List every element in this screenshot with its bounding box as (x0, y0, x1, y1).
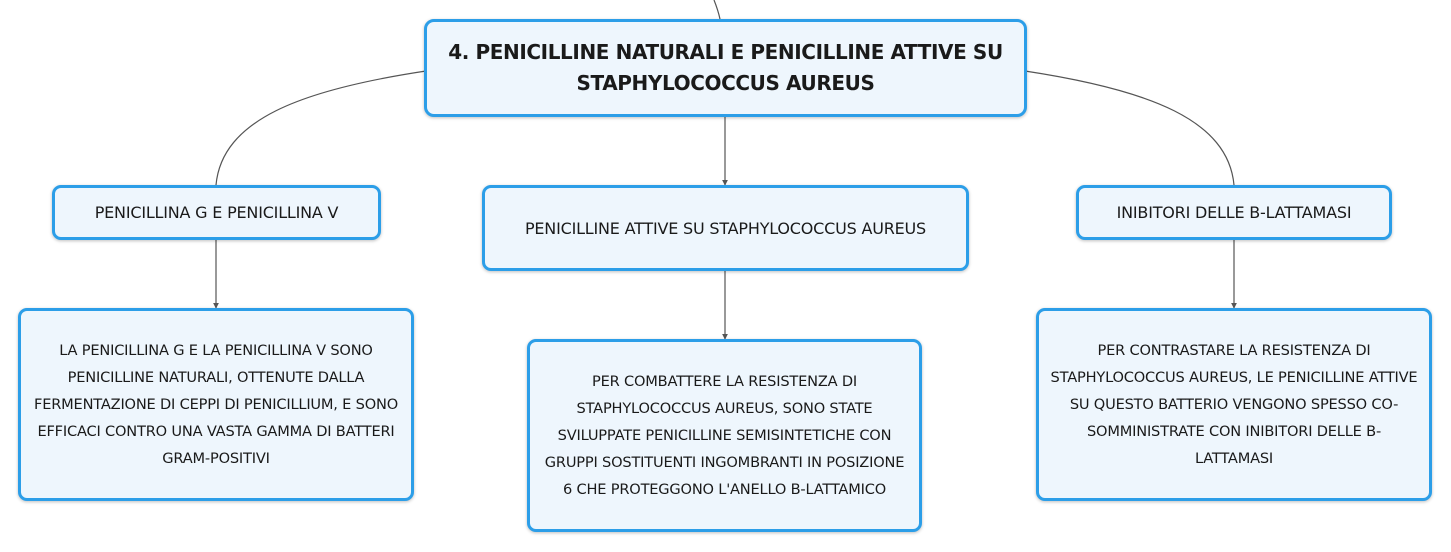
detail-text: PER CONTRASTARE LA RESISTENZA DI STAPHYLOCOCCUS AUREUS, LE PENICILLINE ATTIVE SU QUESTO BATTERIO VENGONO SPESSO CO-SOMMINISTRATE CON INIBITORI DELLE B-LATTAMASI (1050, 342, 1418, 467)
topic-label: PENICILLINA G E PENICILLINA V (94, 203, 339, 222)
detail-node-penicillina-g-v[interactable] (18, 308, 414, 501)
topic-label: PENICILLINE ATTIVE SU STAPHYLOCOCCUS AUREUS (524, 218, 927, 238)
root-topic-node[interactable] (424, 19, 1027, 117)
detail-node-inibitori[interactable] (1036, 308, 1432, 501)
root-topic-title: 4. PENICILLINE NATURALI E PENICILLINE ATTIVE SU STAPHYLOCOCCUS AUREUS (448, 40, 1003, 95)
connector-from-parent (714, 0, 720, 19)
detail-text: PER COMBATTERE LA RESISTENZA DI STAPHYLOCOCCUS AUREUS, SONO STATE SVILUPPATE PENICILLINE SEMISINTETICHE CON GRUPPI SOSTITUENTI INGOMBRANTI IN POSIZIONE 6 CHE PROTEGGONO L'ANELLO B-LATTAMICO (544, 373, 905, 498)
connector-root-to-topic-1 (216, 71, 426, 185)
detail-node-penicilline-attive[interactable] (527, 339, 922, 532)
detail-text: LA PENICILLINA G E LA PENICILLINA V SONO PENICILLINE NATURALI, OTTENUTE DALLA FERMENTAZIONE DI CEPPI DI PENICILLIUM, E SONO EFFICACI CONTRO UNA VASTA GAMMA DI BATTERI GRAM-POSITIVI (34, 342, 398, 467)
topic-label: INIBITORI DELLE B-LATTAMASI (1116, 203, 1352, 222)
connector-root-to-topic-3 (1025, 71, 1234, 185)
topic-node-penicillina-g-v[interactable] (52, 185, 381, 240)
topic-node-inibitori[interactable] (1076, 185, 1392, 240)
topic-node-penicilline-attive[interactable] (482, 185, 969, 271)
